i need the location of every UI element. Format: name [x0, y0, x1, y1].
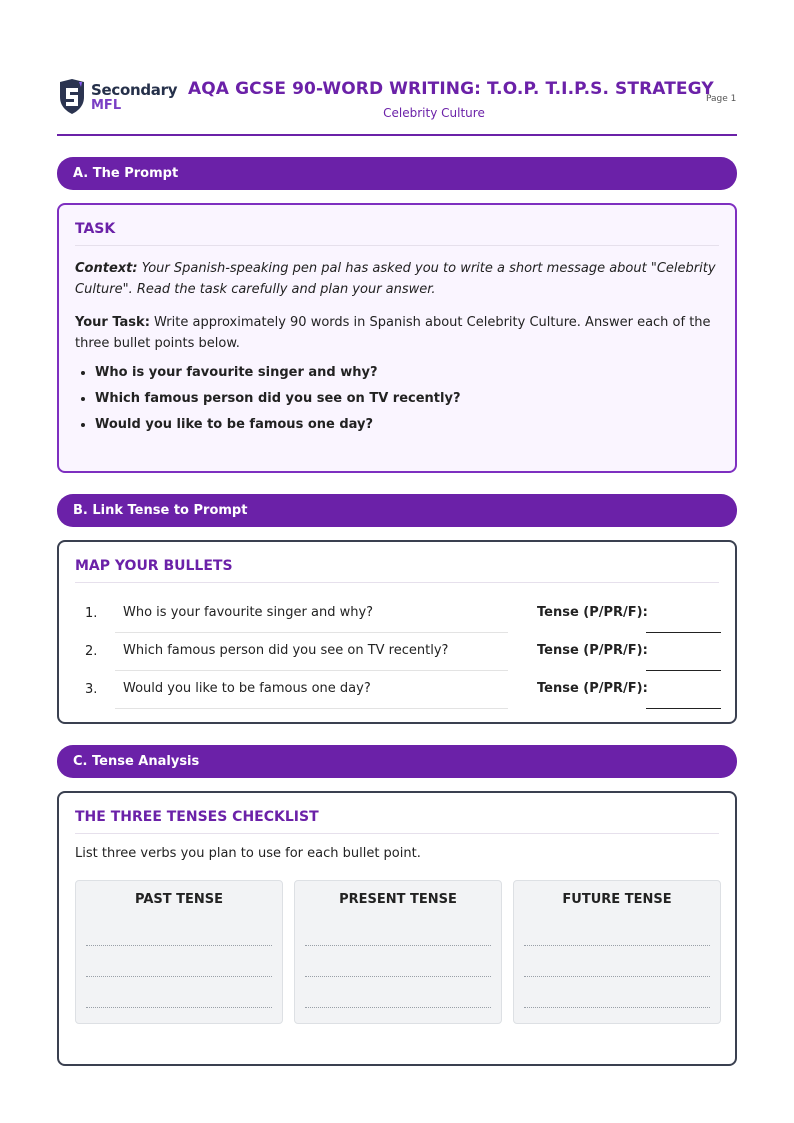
document-title: AQA GCSE 90-WORD WRITING: T.O.P. T.I.P.S. STRATEGY [188, 79, 714, 99]
bullet-point: • Which famous person did you see on TV recently? [95, 386, 719, 412]
task-label: Your Task: [75, 315, 150, 330]
row-number: 1. [85, 606, 98, 621]
bullet-list [95, 360, 719, 438]
bullet-point: • Would you like to be famous one day? [95, 412, 719, 438]
future-tense-column [513, 880, 721, 1024]
map-row [75, 634, 721, 672]
past-tense-column [75, 880, 283, 1024]
task-box [57, 203, 737, 473]
tense-label: Tense (P/PR/F): [537, 643, 648, 658]
logo [57, 79, 177, 115]
answer-line[interactable] [524, 1007, 710, 1008]
task-text: Write approximately 90 words in Spanish about Celebrity Culture. Answer each of the three bullet points below. [75, 315, 711, 351]
answer-line[interactable] [305, 945, 491, 946]
column-heading: FUTURE TENSE [562, 892, 672, 907]
checklist-box-title: THE THREE TENSES CHECKLIST [75, 809, 719, 834]
section-c-heading: C. Tense Analysis [57, 745, 737, 778]
tense-answer-line[interactable] [646, 708, 721, 709]
tense-label: Tense (P/PR/F): [537, 605, 648, 620]
section-b-heading: B. Link Tense to Prompt [57, 494, 737, 527]
bullet-point: • Who is your favourite singer and why? [95, 360, 719, 386]
document-subtitle: Celebrity Culture [383, 106, 485, 120]
map-bullets-box [57, 540, 737, 724]
context-paragraph [75, 258, 719, 300]
tenses-checklist-box [57, 791, 737, 1066]
tense-answer-line[interactable] [646, 632, 721, 633]
header-divider [57, 134, 737, 136]
row-question: Who is your favourite singer and why? [115, 596, 508, 633]
tense-answer-line[interactable] [646, 670, 721, 671]
answer-line[interactable] [524, 945, 710, 946]
logo-shield-icon [57, 79, 87, 115]
context-label: Context: [75, 261, 138, 276]
logo-line1: Secondary [91, 80, 178, 99]
answer-line[interactable] [86, 1007, 272, 1008]
tense-columns [75, 880, 721, 1024]
answer-line[interactable] [305, 1007, 491, 1008]
task-paragraph [75, 312, 719, 354]
row-question: Which famous person did you see on TV recently? [115, 634, 508, 671]
context-text: Your Spanish-speaking pen pal has asked you to write a short message about "Celebrity Culture". Read the task carefully and plan your answer. [75, 261, 716, 297]
row-number: 2. [85, 644, 98, 659]
tense-label: Tense (P/PR/F): [537, 681, 648, 696]
row-number: 3. [85, 682, 98, 697]
map-row [75, 596, 721, 634]
answer-line[interactable] [524, 976, 710, 977]
present-tense-column [294, 880, 502, 1024]
column-heading: PAST TENSE [134, 892, 224, 907]
row-question: Would you like to be famous one day? [115, 672, 508, 709]
checklist-instruction: List three verbs you plan to use for each bullet point. [75, 846, 421, 861]
answer-line[interactable] [305, 976, 491, 977]
page-number: Page 1 [706, 94, 737, 104]
map-box-title: MAP YOUR BULLETS [75, 558, 719, 583]
map-row [75, 672, 721, 710]
logo-line2: MFL [91, 97, 122, 113]
answer-line[interactable] [86, 976, 272, 977]
answer-line[interactable] [86, 945, 272, 946]
column-heading: PRESENT TENSE [339, 892, 457, 907]
task-box-title: TASK [75, 221, 719, 246]
section-a-heading: A. The Prompt [57, 157, 737, 190]
